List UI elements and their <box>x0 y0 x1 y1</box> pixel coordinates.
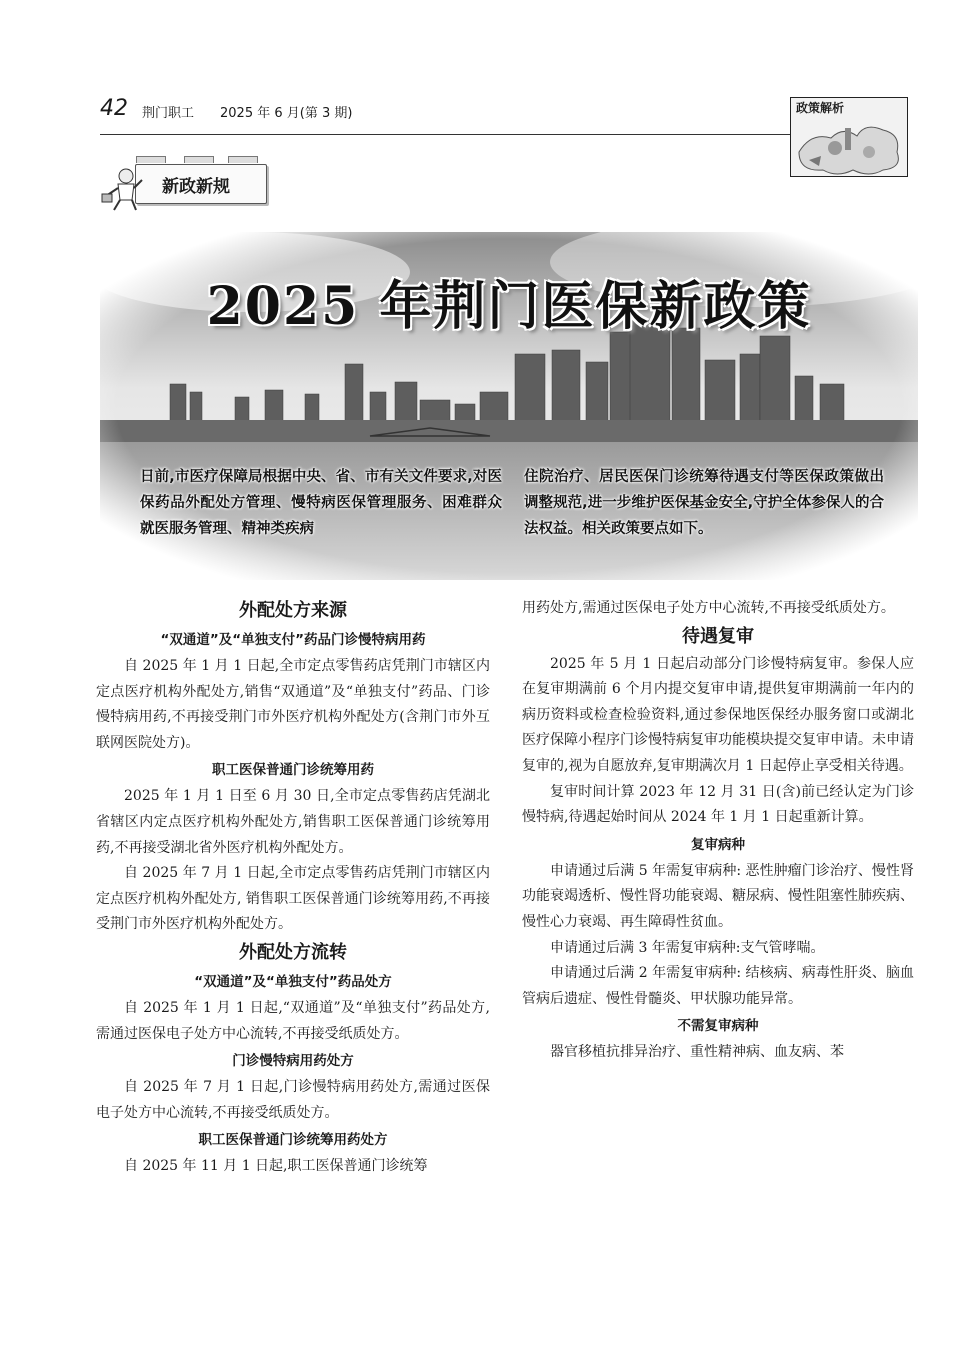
subsection-title: “双通道”及“单独支付”药品门诊慢特病用药 <box>160 632 426 648</box>
paragraph: 自 2025 年 1 月 1 日起,全市定点零售药店凭荆门市辖区内定点医疗机构外配处方,销售“双通道”及“单独支付”药品、门诊慢特病用药,不再接受荆门市外医疗机构外配处方(含荆门市外互联网医院处方)。 <box>96 658 490 751</box>
subsection-title: “双通道”及“单独支付”药品处方 <box>194 973 392 990</box>
section-title: 外配处方流转 <box>239 941 347 963</box>
section-title: 待遇复审 <box>682 625 754 647</box>
paragraph: 2025 年 1 月 1 日至 6 月 30 日,全市定点零售药店凭湖北省辖区内定点医疗机构外配处方,销售职工医保普通门诊统筹用药,不再接受湖北省外医疗机构外配处方。 <box>96 788 490 856</box>
page-number: 42 <box>100 96 128 121</box>
issue-info: 2025 年 6 月(第 3 期) <box>220 106 353 121</box>
paragraph: 自 2025 年 7 月 1 日起,全市定点零售药店凭荆门市辖区内定点医疗机构外配处方, 销售职工医保普通门诊统筹用药,不再接受荆门市外医疗机构外配处方。 <box>96 865 490 933</box>
paragraph: 自 2025 年 7 月 1 日起,门诊慢特病用药处方,需通过医保电子处方中心流转,不再接受纸质处方。 <box>96 1079 490 1121</box>
paragraph: 复审时间计算 2023 年 12 月 31 日(含)前已经认定为门诊慢特病,待遇起始时间从 2024 年 1 月 1 日起重新计算。 <box>522 783 914 826</box>
subsection-title: 门诊慢特病用药处方 <box>232 1053 354 1070</box>
paragraph: 用药处方,需通过医保电子处方中心流转,不再接受纸质处方。 <box>522 600 895 616</box>
paragraph: 2025 年 5 月 1 日起启动部分门诊慢特病复审。参保人应在复审期满前 6 个月内提交复审申请,提供复审期满前一年内的病历资料或检查检验资料,通过参保地医保经办服务窗口或湖北医疗保障小程序门诊慢特病复审功能模块提交复审申请。未申请复审的,视为自愿放弃,复审期满次月 1 日起停止享受相关待遇。 <box>522 655 914 774</box>
puzzle-icon <box>791 112 908 177</box>
section-badge <box>790 97 908 177</box>
paragraph: 申请通过后满 3 年需复审病种:支气管哮喘。 <box>550 939 825 956</box>
paragraph: 自 2025 年 11 月 1 日起,职工医保普通门诊统筹 <box>124 1158 428 1175</box>
paragraph: 器官移植抗排异治疗、重性精神病、血友病、苯 <box>550 1044 844 1061</box>
paragraph: 申请通过后满 5 年需复审病种: 恶性肿瘤门诊治疗、慢性肾功能衰竭透析、慢性肾功能衰竭、糖尿病、慢性阻塞性肺疾病、慢性心力衰竭、再生障碍性贫血。 <box>522 862 914 930</box>
hero-intro-left: 日前,市医疗保障局根据中央、省、市有关文件要求,对医保药品外配处方管理、慢特病医保管理服务、困难群众就医服务管理、精神类疾病 <box>140 469 502 537</box>
hero-banner <box>100 232 918 580</box>
article-right-column <box>522 596 914 1066</box>
column-tag <box>100 152 270 212</box>
tag-hook <box>136 156 166 163</box>
tag-hook <box>184 156 214 163</box>
subsection-title: 不需复审病种 <box>677 1018 759 1035</box>
subsection-title: 职工医保普通门诊统筹用药处方 <box>198 1132 388 1149</box>
column-tag-title: 新政新规 <box>162 177 230 197</box>
paragraph: 自 2025 年 1 月 1 日起,“双通道”及“单独支付”药品处方,需通过医保电子处方中心流转,不再接受纸质处方。 <box>96 999 490 1042</box>
header-rule <box>100 134 790 135</box>
publication-name: 荆门职工 <box>142 106 195 121</box>
page-header <box>100 96 790 128</box>
subsection-title: 复审病种 <box>691 836 745 853</box>
subsection-title: 职工医保普通门诊统筹用药 <box>212 762 374 779</box>
mascot-icon <box>100 166 146 212</box>
section-title: 外配处方来源 <box>239 600 347 621</box>
paragraph: 申请通过后满 2 年需复审病种: 结核病、病毒性肝炎、脑血管病后遗症、慢性骨髓炎、甲状腺功能异常。 <box>522 965 914 1007</box>
hero-intro-right: 住院治疗、居民医保门诊统筹待遇支付等医保政策做出调整规范,进一步维护医保基金安全,守护全体参保人的合法权益。相关政策要点如下。 <box>524 469 884 537</box>
article-left-column <box>96 596 490 1180</box>
tag-hook <box>228 156 258 163</box>
section-badge-label: 政策解析 <box>796 101 845 115</box>
hero-title: 2025 年荆门医保新政策 <box>206 276 812 337</box>
